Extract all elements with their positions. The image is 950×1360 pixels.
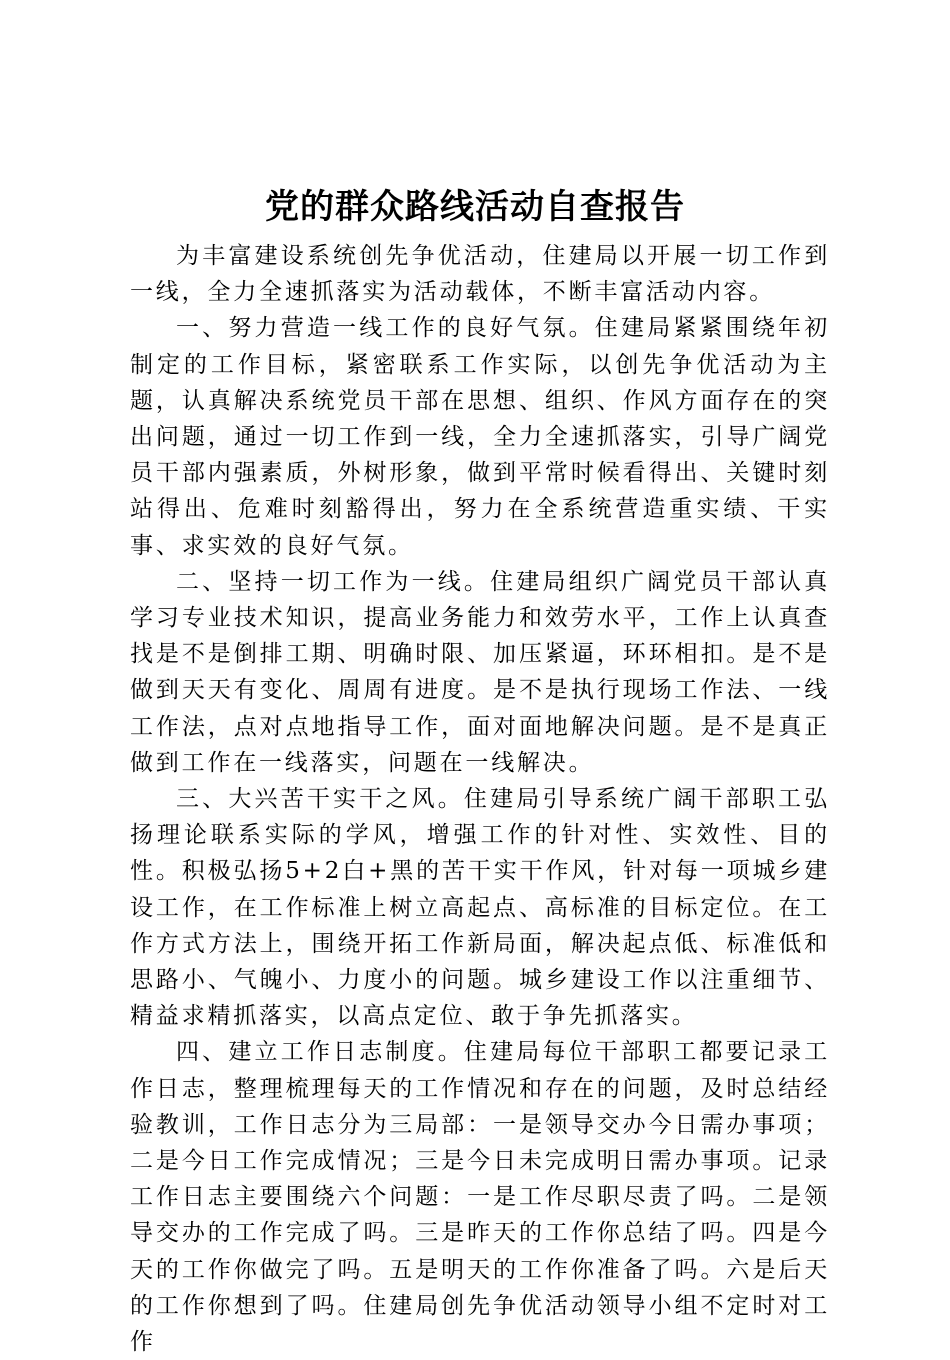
document-body [130, 238, 830, 1360]
paragraph-intro: 为丰富建设系统创先争优活动，住建局以开展一切工作到一线，全力全速抓落实为活动载体，不断丰富活动内容。 [130, 243, 830, 306]
paragraph-section-2: 二、坚持一切工作为一线。住建局组织广阔党员干部认真学习专业技术知识，提高业务能力和效劳水平，工作上认真查找是不是倒排工期、明确时限、加压紧逼，环环相扣。是不是做到天天有变化、周周有进度。是不是执行现场工作法、一线工作法，点对点地指导工作，面对面地解决问题。是不是真正做到工作在一线落实，问题在一线解决。 [130, 568, 830, 776]
paragraph-section-3: 三、大兴苦干实干之风。住建局引导系统广阔干部职工弘扬理论联系实际的学风，增强工作的针对性、实效性、目的性。积极弘扬5+2白+黑的苦干实干作风，针对每一项城乡建设工作，在工作标准上树立高起点、高标准的目标定位。在工作方式方法上，围绕开拓工作新局面，解决起点低、标准低和思路小、气魄小、力度小的问题。城乡建设工作以注重细节、精益求精抓落实，以高点定位、敢于争先抓落实。 [130, 786, 830, 1030]
document-title: 党的群众路线活动自查报告 [265, 187, 685, 227]
paragraph-section-1: 一、努力营造一线工作的良好气氛。住建局紧紧围绕年初制定的工作目标，紧密联系工作实际，以创先争优活动为主题，认真解决系统党员干部在思想、组织、作风方面存在的突出问题，通过一切工作到一线，全力全速抓落实，引导广阔党员干部内强素质，外树形象，做到平常时候看得出、关键时刻站得出、危难时刻豁得出，努力在全系统营造重实绩、干实事、求实效的良好气氛。 [130, 315, 830, 559]
paragraph-section-4: 四、建立工作日志制度。住建局每位干部职工都要记录工作日志，整理梳理每天的工作情况和存在的问题，及时总结经验教训，工作日志分为三局部：一是领导交办今日需办事项；二是今日工作完成情况；三是今日未完成明日需办事项。记录工作日志主要围绕六个问题：一是工作尽职尽责了吗。二是领导交办的工作完成了吗。三是昨天的工作你总结了吗。四是今天的工作你做完了吗。五是明天的工作你准备了吗。六是后天的工作你想到了吗。住建局创先争优活动领导小组不定时对工作 [130, 1039, 830, 1356]
